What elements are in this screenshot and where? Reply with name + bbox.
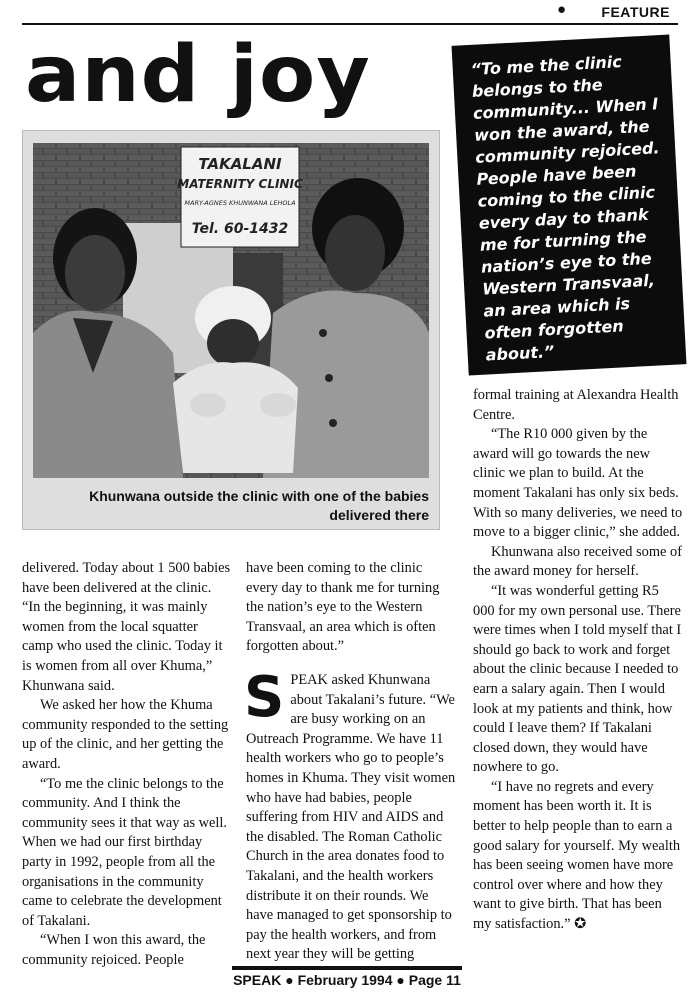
- clinic-sign: [177, 147, 303, 247]
- article-column-2: [246, 559, 456, 965]
- sign-line-1: TAKALANI: [198, 155, 282, 173]
- col2-dropcap-paragraph: [244, 664, 456, 965]
- footer-rule: [232, 966, 462, 970]
- col3-paragraph: formal training at Alexandra Health Centre.: [473, 387, 679, 423]
- article-column-3: [473, 386, 683, 935]
- col2-body-text: PEAK asked Khunwana about Takalani’s future. “We are busy working on an Outreach Programme. We have 11 health workers who go to people’s homes in Khuma. They visit women who have had babies, people suffering from HIV and AIDS and the disabled. The Roman Catholic Church in the area donates food to Takalani, and the health workers distribute it on their rounds. We have managed to get sponsorship to pay the health workers, and from next year they will be getting: [246, 671, 456, 963]
- col2-intro-paragraph: have been coming to the clinic every day to thank me for turning the nation’s eye to the Western Transvaal, an area which is often forgotten about.”: [246, 560, 440, 655]
- section-label: FEATURE: [601, 4, 670, 20]
- sign-line-4: Tel. 60-1432: [191, 221, 289, 237]
- page-footer: SPEAK ● February 1994 ● Page 11: [233, 972, 461, 988]
- col3-paragraph: “The R10 000 given by the award will go towards the new clinic we plan to build. At the moment Takalani has only six beds. With so many deliveries, we need to move to a bigger clinic,” she added.: [473, 426, 683, 541]
- section-bullet: ●: [556, 2, 566, 18]
- photo-box: [22, 130, 440, 530]
- photo-caption: Khunwana outside the clinic with one of the babies delivered there: [89, 488, 429, 523]
- sign-line-3: MARY-AGNES KHUNWANA LEHOLA: [184, 199, 296, 207]
- col1-paragraph: delivered. Today about 1 500 babies have been delivered at the clinic. “In the beginning, it was mainly women from the local squatter camp who used the clinic. Today it is women from all over Khuma,” Khunwana said.: [22, 560, 231, 694]
- col1-paragraph: We asked her how the Khuma community responded to the setting up of the clinic, and her getting the award.: [22, 697, 229, 772]
- header-bar: [0, 0, 700, 24]
- pull-quote: “To me the clinic belongs to the community... When I won the award, the community rejoiced. People have been coming to the clinic every day to thank me for turning the nation’s eye to the Western Transvaal, an area which is often forgotten about.”: [470, 52, 660, 365]
- clinic-photo: [33, 143, 429, 478]
- col1-paragraph: “When I won this award, the community rejoiced. People: [22, 932, 206, 968]
- col3-paragraph: “I have no regrets and every moment has been worth it. It is better to help people than to earn a good salary for yourself. My wealth has been seeing women have more control over where and how they want to give birth. That has been my satisfaction.” ✪: [473, 778, 681, 933]
- col1-paragraph: “To me the clinic belongs to the community. And I think the community sees it that way as well. When we had our first birthday party in 1992, people from all the organisations in the community came to celebrate the development of Takalani.: [22, 775, 228, 929]
- clinic-photo-graphic: [33, 143, 429, 478]
- headline: and joy: [25, 30, 371, 120]
- drop-cap: S: [244, 664, 285, 730]
- pull-quote-box: [452, 35, 687, 376]
- col3-paragraph: Khunwana also received some of the award money for herself.: [473, 543, 683, 580]
- col3-paragraph: “It was wonderful getting R5 000 for my own personal use. There were times when I told myself that I should go back to work and forget about the clinic because I needed to earn a salary again. Then I would look at my patients and think, how could I leave them? If Takalani closed down, they would have nowhere to go.: [473, 582, 682, 776]
- sign-line-2: MATERNITY CLINIC: [177, 177, 303, 191]
- article-column-1: [22, 559, 232, 970]
- header-rule: [22, 23, 678, 25]
